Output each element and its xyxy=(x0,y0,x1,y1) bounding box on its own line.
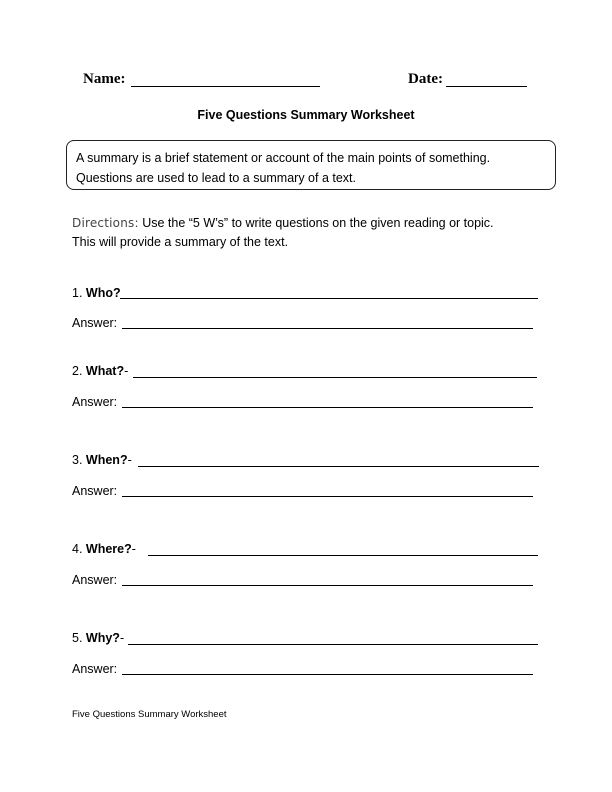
question-number: 1. xyxy=(72,286,83,300)
question-number: 5. xyxy=(72,631,83,645)
answer-5-line[interactable] xyxy=(122,674,533,675)
name-label: Name: xyxy=(83,71,126,87)
date-label: Date: xyxy=(408,71,443,87)
question-4-line[interactable] xyxy=(148,555,538,556)
question-word: Who? xyxy=(85,286,121,300)
question-1-line[interactable] xyxy=(120,298,538,299)
definition-box xyxy=(66,140,556,190)
question-number: 3. xyxy=(72,453,83,467)
answer-1-line[interactable] xyxy=(122,328,533,329)
name-field[interactable] xyxy=(131,86,320,87)
worksheet-title: Five Questions Summary Worksheet xyxy=(197,108,415,122)
page-footer: Five Questions Summary Worksheet xyxy=(72,709,227,720)
answer-label: Answer: xyxy=(72,573,118,587)
answer-2-line[interactable] xyxy=(122,407,533,408)
question-2-line[interactable] xyxy=(133,377,537,378)
question-suffix: - xyxy=(127,453,132,467)
question-5 xyxy=(72,631,124,647)
directions-text-1: Use the “5 W’s” to write questions on the given reading or topic. xyxy=(138,216,494,230)
question-word: Where? xyxy=(85,542,132,556)
answer-label: Answer: xyxy=(72,662,118,676)
question-4 xyxy=(72,542,136,558)
question-3-line[interactable] xyxy=(138,466,539,467)
answer-label: Answer: xyxy=(72,395,118,409)
definition-line-2: Questions are used to lead to a summary of a text. xyxy=(76,171,357,185)
definition-line-1: A summary is a brief statement or account of the main points of something. xyxy=(76,151,491,165)
question-word: What? xyxy=(85,364,125,378)
question-word: When? xyxy=(85,453,128,467)
question-number: 2. xyxy=(72,364,83,378)
directions-text-2: This will provide a summary of the text. xyxy=(72,235,289,249)
question-suffix: - xyxy=(119,631,125,645)
date-field[interactable] xyxy=(446,86,527,87)
answer-4-line[interactable] xyxy=(122,585,533,586)
directions-label: Directions: xyxy=(72,216,139,230)
question-word: Why? xyxy=(85,631,120,645)
question-number: 4. xyxy=(72,542,83,556)
answer-label: Answer: xyxy=(72,316,118,330)
question-2 xyxy=(72,364,128,380)
question-5-line[interactable] xyxy=(128,644,538,645)
header-row xyxy=(83,71,533,91)
question-suffix: - xyxy=(124,364,129,378)
question-3 xyxy=(72,453,132,469)
answer-label: Answer: xyxy=(72,484,118,498)
directions xyxy=(72,214,552,252)
question-suffix: - xyxy=(131,542,136,556)
answer-3-line[interactable] xyxy=(122,496,533,497)
question-1 xyxy=(72,286,121,302)
